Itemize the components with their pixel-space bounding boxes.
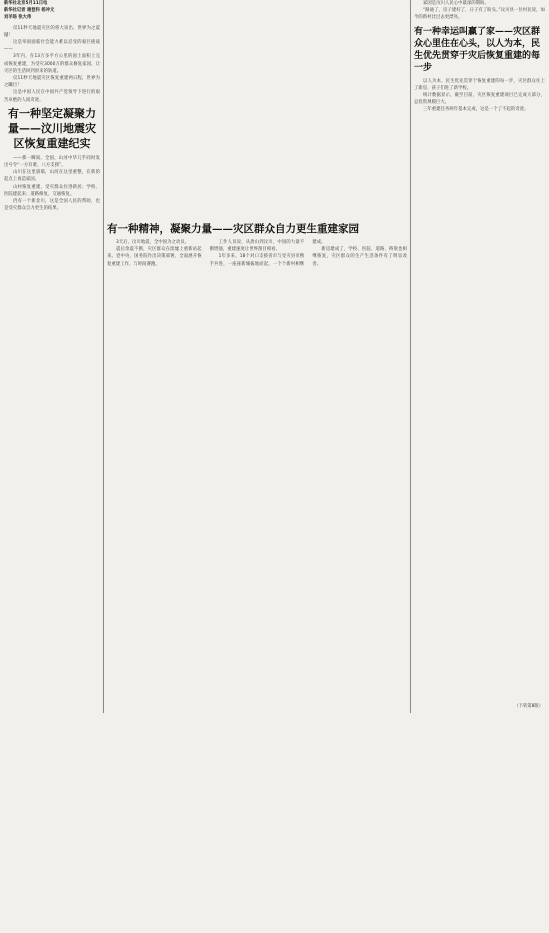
paragraph: 震后余震不断，灾区群众在废墟上重新站起来。党中央、国务院作出决策部署，全面展开恢复重建工作，与时间赛跑。: [107, 247, 202, 267]
paragraph: 仍有一个新北川，这是全国人民的帮助，也是受灾群众自力更生的结果。: [4, 199, 100, 212]
paragraph: 山村恢复重建，受灾群众住进新居；学校、医院建起来；道路修复，交通恢复。: [4, 184, 100, 197]
paragraph: ——那一瞬间，全国，山河中华几乎同时发出号令“一方有难，八方支援”。: [4, 155, 100, 169]
continued-note: （下转第8版）: [514, 704, 543, 709]
column-divider: [103, 0, 104, 713]
paragraph: 仅11秒天地震灾区的将大寅出，世界为之震撼！: [4, 25, 100, 38]
byline-reporters: 新华社记者 谢登科 杨冲文: [4, 8, 55, 14]
section-heading-left: 有一种坚定凝聚力量——汶川地震灾区恢复重建纪实: [8, 106, 96, 150]
left-body-2: [4, 155, 100, 213]
paragraph: 这是举国面临社会能力难以忍受的艰巨挑战——: [4, 40, 100, 53]
section-heading-right: 有一种幸运叫赢了家——灾区群众心里住在心头，以人为本，民生优先贯穿于灾后恢复重建的每一步: [414, 26, 541, 73]
paragraph: 3年内，在13万多平方公里的国土面积上完成恢复重建，为受灾3000万的群众修复家园，让灾区的生活回到原来的轨道。: [4, 54, 100, 74]
column-left: [4, 0, 100, 713]
paragraph: 山川在这里崩塌，山河在这里重整，在新的起点上再造家园。: [4, 170, 100, 183]
paragraph: 家园是汶川人民心中最深的期盼。: [423, 1, 489, 6]
column-divider: [410, 0, 411, 713]
paragraph: 工作人员说，从唐山到汶川，中国的力量不断增强，重建速度让世界刮目相看。: [209, 240, 305, 253]
paragraph: 这是中国人民在中国共产党领导下进行的艰苦卓绝的人间奇迹。: [4, 90, 100, 103]
paragraph: “路通了，房子建好了，日子有了盼头。”汶川县一位村民说，如今的新村比过去更漂亮。: [414, 8, 545, 21]
paragraph: 新房建成了，学校、医院、道路、桥梁也相继恢复，灾区群众的生产生活条件有了明显改善。: [312, 247, 407, 267]
right-body: [414, 0, 545, 22]
column-right: [414, 0, 545, 713]
section-heading-middle: 有一种精神，凝聚力量——灾区群众自力更生重建家园: [107, 223, 359, 235]
paragraph: 统计数据显示，截至目前，灾区恢复重建项目已完成大部分，总投资规模巨大。: [414, 93, 545, 106]
right-body-2: [414, 78, 545, 114]
middle-body: [107, 239, 407, 719]
paragraph: 以人为本、民生优先贯穿于恢复重建的每一步，灾区群众住上了新房，孩子们进了新学校。: [414, 78, 545, 91]
byline-reporters-2: 刘羊旸 张大伟: [4, 15, 32, 21]
column-middle: [107, 220, 407, 933]
paragraph: 1年多来，18个对口支援省市与受灾县市携手共进，一座座新城拔地而起，一个个新村相继建成。: [209, 240, 326, 267]
left-body: [4, 25, 100, 104]
paragraph: 三年重建任务两年基本完成，这是一个了不起的奇迹。: [423, 107, 529, 113]
paragraph: 3天后，汶川地震，全中国为之动员。: [116, 240, 190, 245]
paragraph: 仅11秒天地震灾区恢复重建两日程，世界为之瞩目！: [4, 76, 100, 89]
byline-dateline: 新华社北京5月11日电: [4, 1, 48, 6]
